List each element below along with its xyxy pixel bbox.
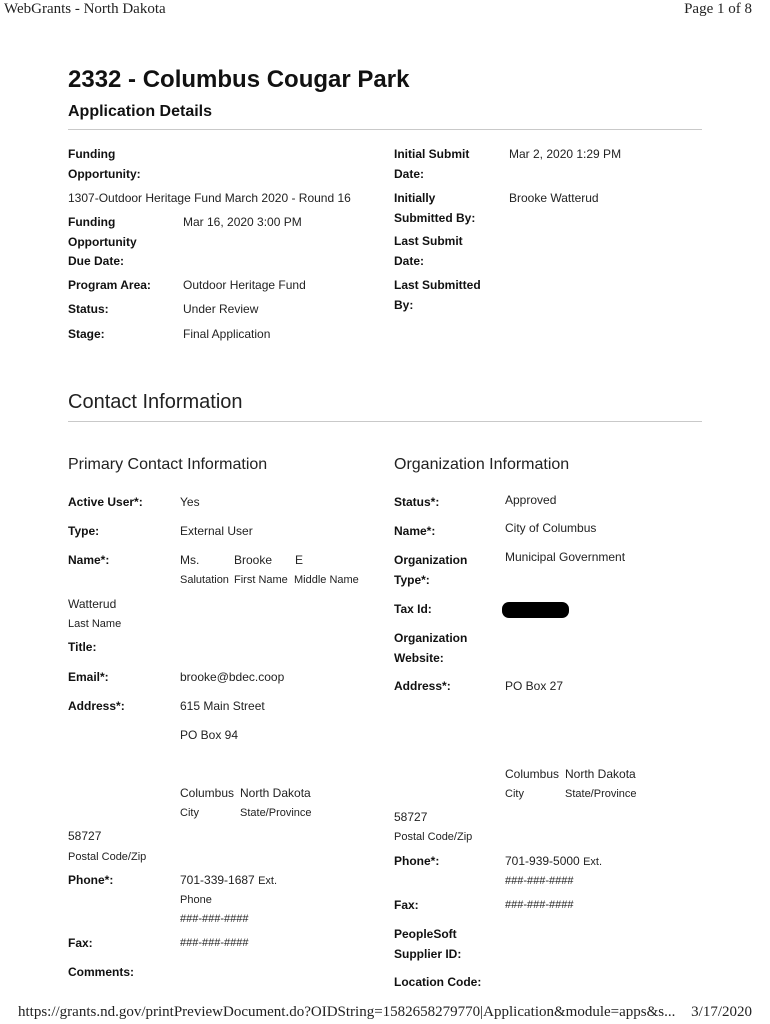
program-area-label: Program Area: [68,278,151,292]
org-phone-label: Phone*: [394,854,440,868]
application-details-heading: Application Details [68,103,213,120]
contact-information-heading: Contact Information [68,391,243,413]
contact-type-label: Type: [68,524,100,538]
comments-label: Comments: [68,965,135,979]
address-line1-value: 615 Main Street [180,699,265,713]
contact-title-label: Title: [68,640,97,654]
section-divider [68,421,702,422]
first-name-caption: First Name [234,574,288,586]
contact-state-value: North Dakota [240,786,311,800]
org-state-value: North Dakota [565,767,636,781]
funding-opportunity-label: Funding Opportunity: [68,147,141,181]
contact-type-value: External User [180,524,253,538]
salutation-value: Ms. [180,553,200,567]
funding-opportunity-value: 1307-Outdoor Heritage Fund March 2020 - Round 16 [68,191,351,205]
redaction-bar [502,602,569,618]
peoplesoft-supplier-label: PeopleSoft Supplier ID: [394,927,462,961]
contact-address-label: Address*: [68,699,125,713]
stage-value: Final Application [183,327,271,341]
contact-phone-value: 701-339-1687 Ext. [180,873,278,887]
org-city-value: Columbus [505,767,560,781]
active-user-value: Yes [180,495,200,509]
organization-info-heading: Organization Information [394,456,570,473]
print-header-page-number: Page 1 of 8 [684,1,752,17]
middle-name-caption: Middle Name [294,574,359,586]
status-value: Under Review [183,302,259,316]
page-title: 2332 - Columbus Cougar Park [68,66,410,93]
initially-submitted-by-label: Initially Submitted By: [394,191,476,225]
last-name-value: Watterud [68,597,117,611]
contact-phone-label: Phone*: [68,873,114,887]
location-code-label: Location Code: [394,975,482,989]
stage-label: Stage: [68,327,105,341]
org-website-label: Organization Website: [394,631,468,665]
org-phone-format: ###-###-#### [505,875,574,887]
contact-zip-value: 58727 [68,829,102,843]
status-label: Status: [68,302,109,316]
org-state-caption: State/Province [565,788,637,800]
contact-name-label: Name*: [68,553,110,567]
org-city-caption: City [505,788,524,800]
org-status-label: Status*: [394,495,440,509]
org-fax-label: Fax: [394,898,419,912]
contact-city-caption: City [180,807,199,819]
org-type-label: Organization Type*: [394,553,468,587]
org-type-value: Municipal Government [505,550,626,564]
print-footer-date: 3/17/2020 [691,1004,752,1020]
org-name-label: Name*: [394,524,436,538]
salutation-caption: Salutation [180,574,229,586]
initial-submit-date-value: Mar 2, 2020 1:29 PM [509,147,622,161]
contact-phone-caption: Phone [180,894,212,906]
email-value: brooke@bdec.coop [180,670,285,684]
last-submit-date-label: Last Submit Date: [394,234,463,268]
contact-zip-caption: Postal Code/Zip [68,851,147,863]
org-zip-caption: Postal Code/Zip [394,831,473,843]
contact-phone-format: ###-###-#### [180,913,249,925]
address-line2-value: PO Box 94 [180,728,239,742]
org-phone-value: 701-939-5000 Ext. [505,854,603,868]
last-submitted-by-label: Last Submitted By: [394,278,481,312]
contact-fax-value: ###-###-#### [180,937,249,949]
org-name-value: City of Columbus [505,521,597,535]
org-fax-value: ###-###-#### [505,899,574,911]
org-zip-value: 58727 [394,810,428,824]
middle-name-value: E [295,553,304,567]
program-area-value: Outdoor Heritage Fund [183,278,306,292]
contact-state-caption: State/Province [240,807,312,819]
primary-contact-heading: Primary Contact Information [68,456,268,473]
contact-city-value: Columbus [180,786,235,800]
org-address-value: PO Box 27 [505,679,564,693]
last-name-caption: Last Name [68,618,122,630]
initial-submit-date-label: Initial Submit Date: [394,147,470,181]
initially-submitted-by-value: Brooke Watterud [509,191,599,205]
org-status-value: Approved [505,493,557,507]
due-date-value: Mar 16, 2020 3:00 PM [183,215,302,229]
contact-fax-label: Fax: [68,936,93,950]
first-name-value: Brooke [234,553,273,567]
due-date-label: Funding Opportunity Due Date: [68,215,137,268]
section-divider [68,129,702,130]
email-label: Email*: [68,670,109,684]
tax-id-label: Tax Id: [394,602,432,616]
org-address-label: Address*: [394,679,451,693]
print-footer-url: https://grants.nd.gov/printPreviewDocument.do?OIDString=1582658279770|Application&module=apps&s... [18,1004,676,1020]
active-user-label: Active User*: [68,495,143,509]
print-header-title: WebGrants - North Dakota [4,1,166,17]
